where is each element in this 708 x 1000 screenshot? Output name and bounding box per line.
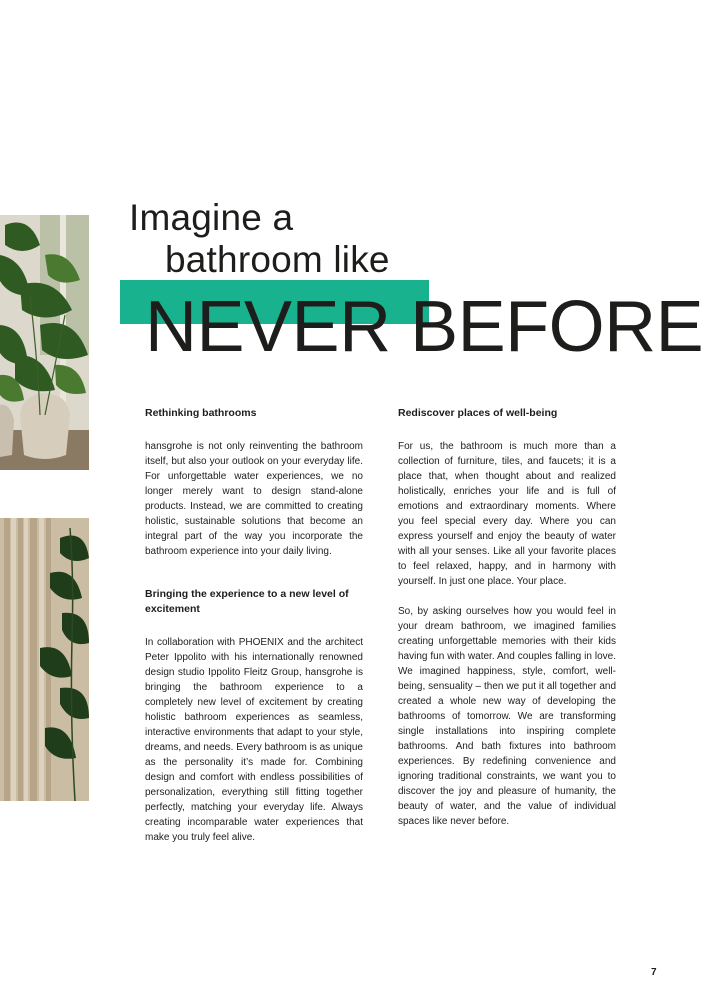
section-title-experience: Bringing the experience to a new level of excitement xyxy=(145,588,349,615)
page-number: 7 xyxy=(651,967,657,978)
monstera-plant-image xyxy=(0,215,89,470)
section-title-well-being: Rediscover places of well-being xyxy=(398,407,558,419)
heading-line-2: bathroom like xyxy=(165,239,390,280)
section-body-rethinking: hansgrohe is not only reinventing the bathroom itself, but also your outlook on your everyday life. For unforgettable water experiences, we no longer merely want to design stand-alone products. Instead, we are committed to creating holistic, sustainable solutions that become an integral part of the way you incorporate the bathroom experience into your daily living. xyxy=(145,441,363,557)
plant-photo-bottom xyxy=(0,518,89,801)
right-column xyxy=(398,406,616,829)
left-column xyxy=(145,406,363,845)
section-paragraph-2: So, by asking ourselves how you would feel in your dream bathroom, we imagined families creating unforgettable memories with their kids having fun with water. And couples falling in love. We imagined happiness, style, comfort, well-being, sensuality – then we put it all together and created a whole new way of developing the bathrooms of tomorrow. We are transforming single installations into inspiring complete bathrooms. And bath fixtures into bathroom experiences. By redefining convenience and ignoring traditional constraints, we want you to discover the joy and pleasure of humanity, the beauty of water, and the value of individual spaces like never before. xyxy=(398,606,616,827)
plant-photo-top xyxy=(0,215,89,470)
section-body-experience: In collaboration with PHOENIX and the architect Peter Ippolito with his internationally renowned design studio Ippolito Fleitz Group, hansgrohe is bringing the bathroom experience to a completely new level of excitement by creating holistic bathroom experiences as seamless, interactive environments that adapt to your style, dreams, and needs. Every bathroom is as unique as the personality it’s made for. Combining design and comfort with endless possibilities of personalization, everything still fitting together perfectly, matching your everyday life. Always creating incomparable water experiences that make you truly feel alive. xyxy=(145,637,363,843)
curtain-plant-image xyxy=(0,518,89,801)
section-title-rethinking: Rethinking bathrooms xyxy=(145,407,257,419)
heading-line-1: Imagine a xyxy=(129,197,294,238)
heading-highlight: NEVER BEFORE xyxy=(145,287,704,367)
section-paragraph-1: For us, the bathroom is much more than a collection of furniture, tiles, and faucets; it is a place that, when thought about and realized holistically, enriches your life and is full of emotions and extraordinary moments. Where you feel special every day. Where you can express yourself and enjoy the beauty of water with all your senses. Like all your favorite places to feel relaxed, happy, and in harmony with yourself. In just one place. Your place. xyxy=(398,441,616,587)
